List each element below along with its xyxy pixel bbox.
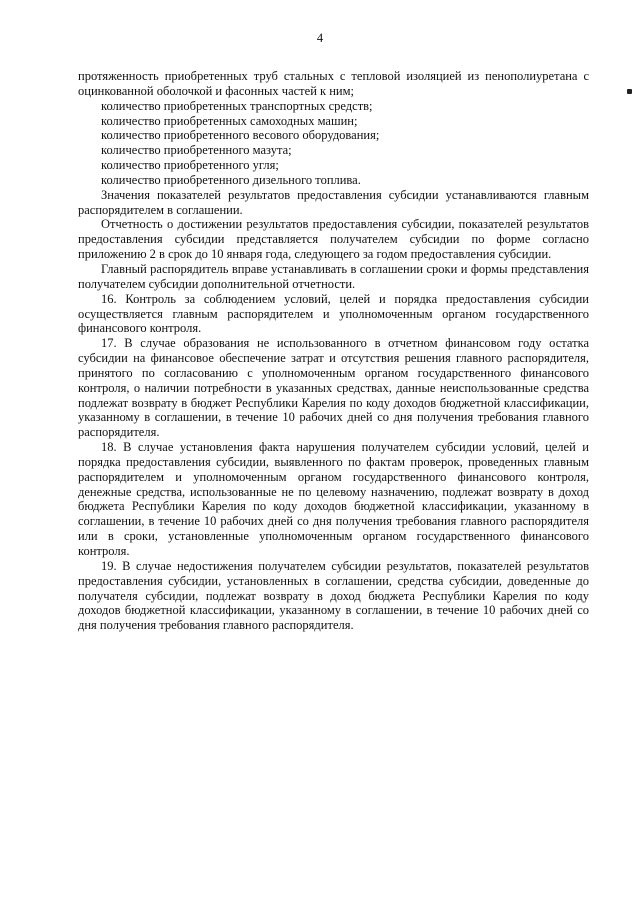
list-item-weighing-equipment: количество приобретенного весового оборудования; [101,128,380,143]
paragraph-19-results-not-achieved: 19. В случае недостижения получателем субсидии результатов, показателей результатов предоставления субсидии, установленных в соглашении, средства субсидии, доведенные до получателя субсидии, подлежат возврату в доход бюджета Республики Карелия по коду доходов бюджетной классификации, указанному в соглашении, в течение 10 рабочих дней со дня получения требования главного распорядителя. [78,558,589,633]
paragraph-pipe-length: протяженность приобретенных труб стальных с тепловой изоляцией из пенополиуретана с оцинкованной оболочкой и фасонных частей к ним; [78,69,589,98]
paragraph-16-control: 16. Контроль за соблюдением условий, целей и порядка предоставления субсидии осуществляется главным распорядителем и уполномоченным органом государственного финансового контроля. [78,291,589,336]
page-number: 4 [316,31,324,45]
paragraph-reporting: Отчетность о достижении результатов предоставления субсидии, показателей результатов предоставления субсидии представляется получателем субсидии по форме согласно приложению 2 в срок до 10 января года, следующего за годом предоставления субсидии. [78,217,589,262]
list-item-diesel: количество приобретенного дизельного топлива. [101,172,361,187]
paragraph-additional-reporting: Главный распорядитель вправе устанавливать в соглашении сроки и формы представления получателем субсидии дополнительной отчетности. [78,261,589,291]
margin-mark [627,89,632,94]
list-item-coal: количество приобретенного угля; [101,158,279,173]
document-body [78,69,589,633]
list-item-vehicles: количество приобретенных транспортных средств; [101,98,373,113]
list-item-fuel-oil: количество приобретенного мазута; [101,143,292,158]
paragraph-indicator-values: Значения показателей результатов предоставления субсидии устанавливаются главным распорядителем в соглашении. [78,187,589,217]
paragraph-17-unused-balance: 17. В случае образования не использованного в отчетном финансовом году остатка субсидии на финансовое обеспечение затрат и отсутствия решения главного распорядителя, принятого по согласованию с уполномоченным органом государственного финансового контроля, о наличии потребности в указанных средствах, данные неиспользованные средства подлежат возврату в бюджет Республики Карелия по коду доходов бюджетной классификации, указанному в соглашении, в течение 10 рабочих дней со дня получения требования главного распорядителя. [78,336,589,440]
list-item-self-propelled-machines: количество приобретенных самоходных машин; [101,113,358,128]
paragraph-18-violation: 18. В случае установления факта нарушения получателем субсидии условий, целей и порядка предоставления субсидии, выявленного по фактам проверок, проведенных главным распорядителем и уполномоченным органом государственного финансового контроля, денежные средства, использованные не по целевому назначению, подлежат возврату в доход бюджета Республики Карелия по коду доходов бюджетной классификации, указанному в соглашении, в течение 10 рабочих дней со дня получения требования главного распорядителя или в сроки, установленные уполномоченным органом государственного финансового контроля. [78,440,589,558]
